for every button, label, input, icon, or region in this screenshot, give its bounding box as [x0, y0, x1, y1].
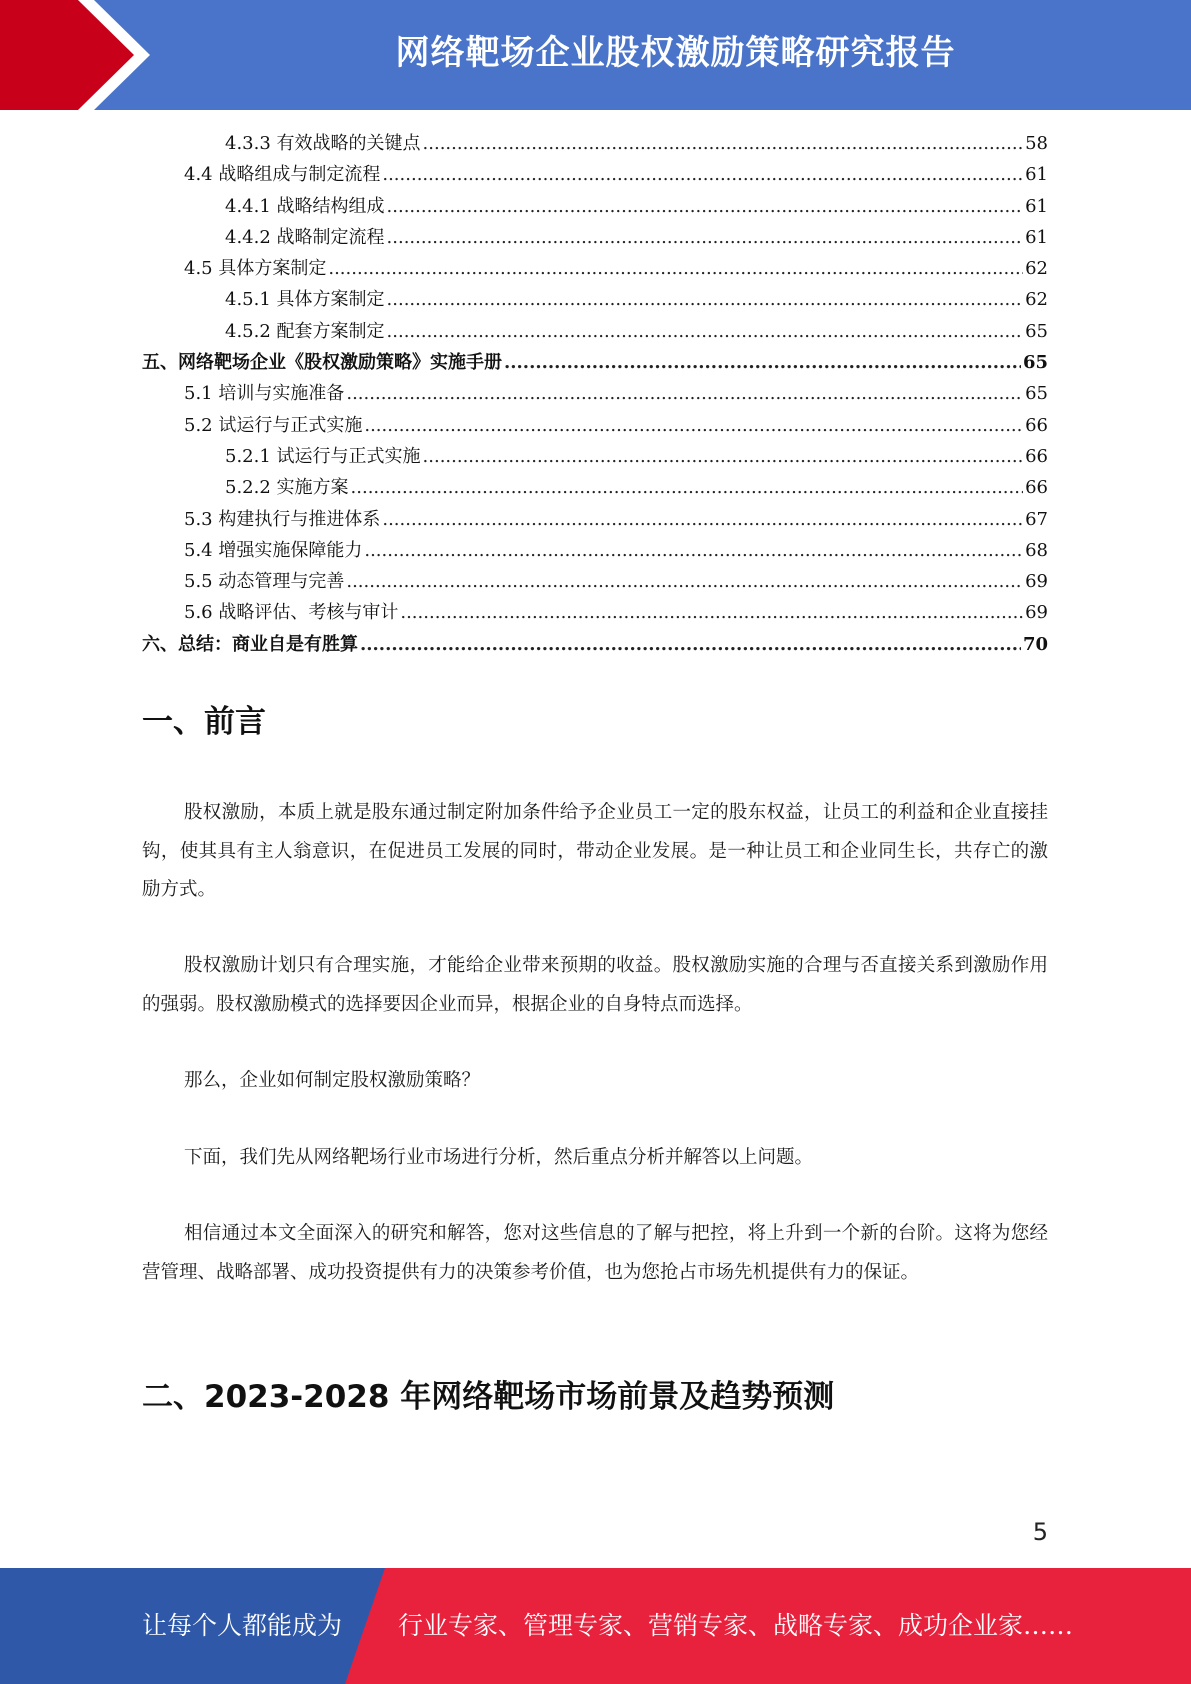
- toc-dot-leader: [423, 128, 1024, 159]
- toc-entry-page: 61: [1025, 164, 1048, 186]
- toc-entry[interactable]: [142, 597, 1048, 628]
- toc-entry-page: 65: [1025, 320, 1048, 342]
- paragraph: 那么，企业如何制定股权激励策略？: [184, 1070, 481, 1091]
- toc-entry-page: 58: [1025, 133, 1048, 154]
- toc-entry-page: 66: [1025, 477, 1048, 499]
- paragraph: 股权激励计划只有合理实施，才能给企业带来预期的收益。股权激励实施的合理与否直接关系到激励作用的强弱。股权激励模式的选择要因企业而异，根据企业的自身特点而选择。: [142, 955, 1048, 1015]
- toc-dot-leader: [364, 535, 1023, 566]
- toc-entry[interactable]: [142, 347, 1048, 378]
- toc-entry-page: 62: [1025, 289, 1048, 311]
- toc-dot-leader: [387, 222, 1024, 253]
- toc-entry-page: 65: [1022, 352, 1048, 374]
- toc-entry-page: 65: [1025, 383, 1048, 405]
- toc-entry[interactable]: [142, 378, 1048, 409]
- toc-entry[interactable]: [142, 629, 1048, 660]
- toc-entry[interactable]: [142, 191, 1048, 222]
- toc-entry-label: 4.5.2 配套方案制定: [225, 320, 385, 342]
- toc-entry-label: 5.1 培训与实施准备: [184, 383, 345, 405]
- toc-entry[interactable]: [142, 253, 1048, 284]
- toc-entry-page: 61: [1025, 226, 1048, 248]
- toc-entry[interactable]: [142, 535, 1048, 566]
- toc-entry[interactable]: [142, 566, 1048, 597]
- toc-entry[interactable]: [142, 316, 1048, 347]
- toc-entry-label: 六、总结：商业自是有胜算: [142, 633, 358, 655]
- toc-entry[interactable]: [142, 504, 1048, 535]
- toc-entry-page: 69: [1025, 571, 1048, 593]
- toc-entry-label: 5.3 构建执行与推进体系: [184, 508, 381, 530]
- toc-dot-leader: [382, 159, 1023, 190]
- toc-entry-label: 4.4.1 战略结构组成: [225, 195, 385, 217]
- toc-entry[interactable]: [142, 128, 1048, 159]
- toc-dot-leader: [346, 378, 1023, 409]
- toc-dot-leader: [423, 441, 1024, 472]
- toc-entry-page: 66: [1025, 414, 1048, 436]
- toc-entry-page: 70: [1022, 633, 1048, 655]
- toc-dot-leader: [351, 472, 1024, 503]
- toc-entry-page: 66: [1025, 445, 1048, 467]
- toc-entry-label: 5.2.1 试运行与正式实施: [225, 445, 421, 467]
- toc-dot-leader: [346, 566, 1023, 597]
- toc-entry-page: 67: [1025, 508, 1048, 530]
- toc-entry-label: 5.6 战略评估、考核与审计: [184, 602, 399, 624]
- toc-entry-label: 4.3.3 有效战略的关键点: [225, 133, 421, 154]
- page-number: 5: [1032, 1518, 1048, 1546]
- toc-entry-label: 5.4 增强实施保障能力: [184, 539, 363, 561]
- toc-entry-page: 69: [1025, 602, 1048, 624]
- toc-dot-leader: [387, 191, 1024, 222]
- toc-entry-label: 4.4.2 战略制定流程: [225, 226, 385, 248]
- toc-dot-leader: [387, 284, 1024, 315]
- toc-entry-page: 61: [1025, 195, 1048, 217]
- toc-entry-label: 5.5 动态管理与完善: [184, 571, 345, 593]
- toc-dot-leader: [504, 347, 1021, 378]
- toc-dot-leader: [400, 597, 1023, 628]
- toc-entry-label: 4.5.1 具体方案制定: [225, 289, 385, 311]
- toc-entry[interactable]: [142, 441, 1048, 472]
- toc-dot-leader: [328, 253, 1023, 284]
- toc-entry-label: 5.2 试运行与正式实施: [184, 414, 363, 436]
- toc-entry-page: 62: [1025, 258, 1048, 280]
- toc-dot-leader: [387, 316, 1024, 347]
- toc-entry-label: 4.5 具体方案制定: [184, 258, 327, 280]
- toc-dot-leader: [364, 410, 1023, 441]
- paragraph: 相信通过本文全面深入的研究和解答，您对这些信息的了解与把控，将上升到一个新的台阶。这将为您经营管理、战略部署、成功投资提供有力的决策参考价值，也为您抢占市场先机提供有力的保证。: [142, 1223, 1048, 1283]
- toc-entry[interactable]: [142, 472, 1048, 503]
- toc-entry[interactable]: [142, 159, 1048, 190]
- paragraph: 股权激励，本质上就是股东通过制定附加条件给予企业员工一定的股东权益，让员工的利益和企业直接挂钩，使其具有主人翁意识，在促进员工发展的同时，带动企业发展。是一种让员工和企业同生长，共存亡的激励方式。: [142, 802, 1048, 900]
- toc-entry-label: 5.2.2 实施方案: [225, 477, 349, 499]
- footer-slogan-left: 让每个人都能成为: [142, 1611, 343, 1640]
- toc-entry[interactable]: [142, 284, 1048, 315]
- paragraph: 下面，我们先从网络靶场行业市场进行分析，然后重点分析并解答以上问题。: [184, 1147, 814, 1168]
- toc-dot-leader: [360, 629, 1021, 660]
- report-title: 网络靶场企业股权激励策略研究报告: [395, 33, 956, 73]
- toc-entry[interactable]: [142, 410, 1048, 441]
- footer-slogan-right: 行业专家、管理专家、营销专家、战略专家、成功企业家……: [398, 1611, 1074, 1640]
- toc-entry-label: 4.4 战略组成与制定流程: [184, 164, 381, 186]
- toc-entry[interactable]: [142, 222, 1048, 253]
- toc-entry-label: 五、网络靶场企业《股权激励策略》实施手册: [142, 352, 502, 374]
- table-of-contents: [142, 128, 1048, 660]
- toc-entry-page: 68: [1025, 539, 1048, 561]
- section-heading-preface: 一、前言: [142, 704, 266, 740]
- toc-dot-leader: [382, 504, 1023, 535]
- section-heading-market-forecast: 二、2023-2028 年网络靶场市场前景及趋势预测: [142, 1379, 835, 1415]
